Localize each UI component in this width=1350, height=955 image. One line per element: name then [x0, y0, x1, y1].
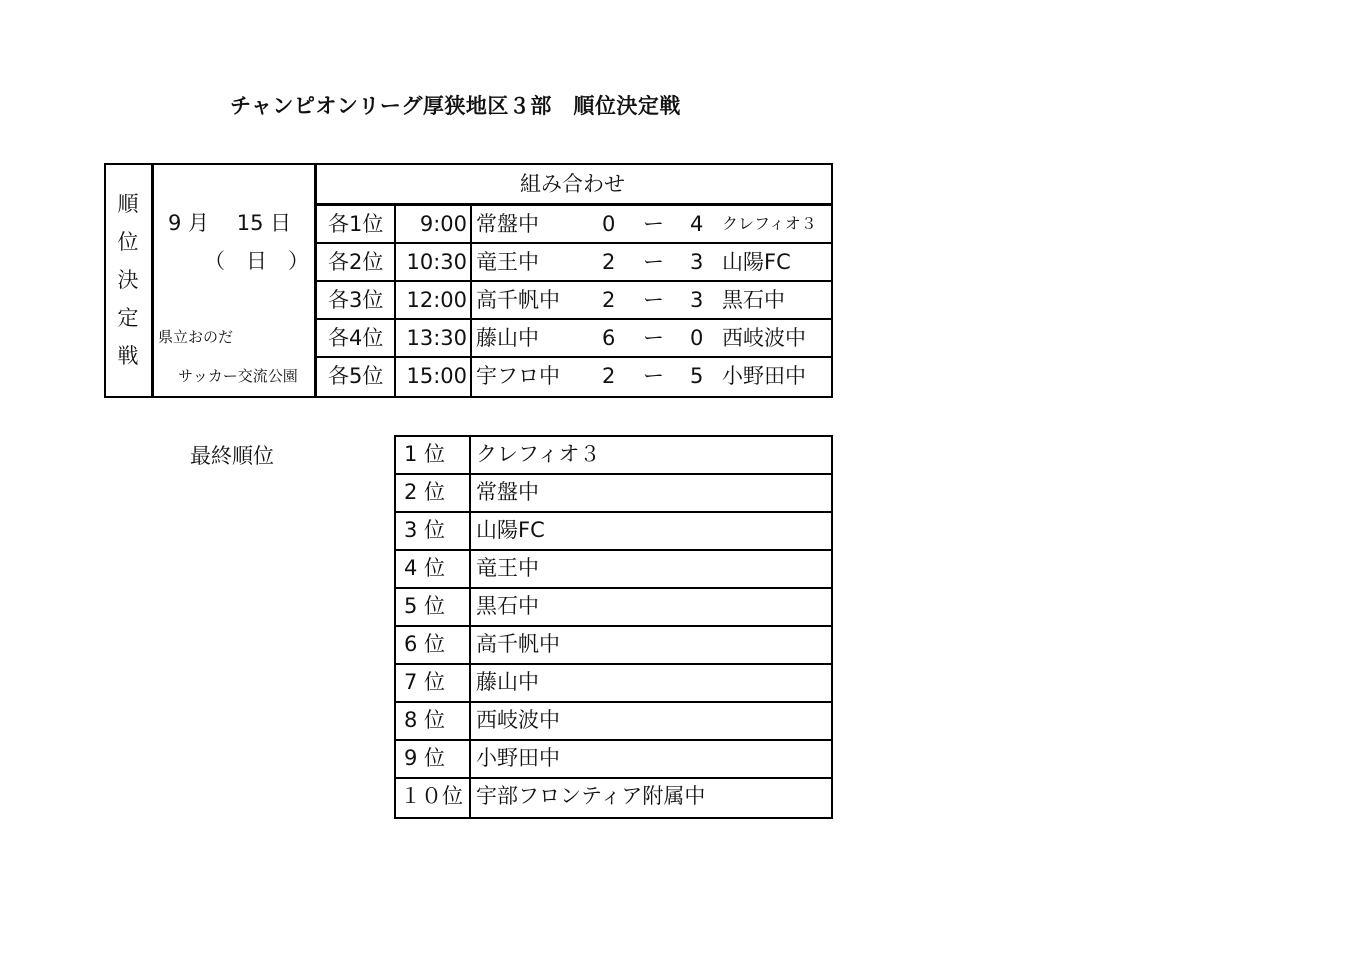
kickoff-time: 10:30 — [406, 250, 467, 274]
rank-team: 高千帆中 — [476, 632, 560, 656]
round-label: 各4位 — [328, 326, 384, 350]
rank-position: 5 位 — [404, 594, 446, 618]
divider — [470, 204, 472, 398]
away-team: クレフィオ３ — [722, 214, 817, 233]
away-team: 小野田中 — [722, 364, 806, 388]
away-score: 3 — [690, 250, 704, 274]
rank-team: 小野田中 — [476, 746, 560, 770]
rank-position: 6 位 — [404, 632, 446, 656]
home-score: 6 — [602, 326, 616, 350]
away-score: 5 — [690, 364, 704, 388]
ranking-row — [394, 701, 833, 739]
rank-team: 黒石中 — [476, 594, 539, 618]
page-title: チャンピオンリーグ厚狭地区３部 順位決定戦 — [230, 94, 681, 118]
score-dash: ー — [643, 288, 664, 312]
ranking-row — [394, 777, 833, 815]
ranking-row — [394, 511, 833, 549]
round-label: 各2位 — [328, 250, 384, 274]
rank-team: 竜王中 — [476, 556, 539, 580]
rank-position: 8 位 — [404, 708, 446, 732]
ranking-row — [394, 435, 833, 473]
home-score: 2 — [602, 250, 616, 274]
score-dash: ー — [643, 326, 664, 350]
kickoff-time: 15:00 — [406, 364, 467, 388]
kickoff-time: 9:00 — [419, 212, 467, 236]
side-label-char: 戦 — [117, 344, 139, 368]
home-team: 高千帆中 — [476, 288, 560, 312]
home-score: 0 — [602, 212, 616, 236]
venue-line-2: サッカー交流公園 — [178, 367, 298, 385]
round-label: 各3位 — [328, 288, 384, 312]
rank-position: 7 位 — [404, 670, 446, 694]
side-label-char: 決 — [117, 268, 139, 292]
side-label-char: 定 — [117, 306, 139, 330]
home-team: 常盤中 — [476, 212, 539, 236]
ranking-row — [394, 739, 833, 777]
combination-header: 組み合わせ — [520, 172, 625, 196]
home-team: 竜王中 — [476, 250, 539, 274]
score-dash: ー — [643, 364, 664, 388]
side-label-char: 位 — [117, 230, 139, 254]
ranking-row — [394, 663, 833, 701]
side-label — [104, 185, 152, 375]
away-score: 4 — [690, 212, 704, 236]
rank-team: 山陽FC — [476, 518, 545, 542]
rank-team: 藤山中 — [476, 670, 539, 694]
rank-position: 4 位 — [404, 556, 446, 580]
ranking-row — [394, 549, 833, 587]
venue-line-1: 県立おのだ — [158, 328, 234, 346]
match-date: 9 月 15 日 — [168, 211, 292, 235]
ranking-row — [394, 587, 833, 625]
kickoff-time: 12:00 — [406, 288, 467, 312]
away-team: 黒石中 — [722, 288, 785, 312]
final-ranking-label: 最終順位 — [190, 444, 274, 468]
rank-position: 2 位 — [404, 480, 446, 504]
rank-position: 1 位 — [404, 442, 446, 466]
away-score: 3 — [690, 288, 704, 312]
away-score: 0 — [690, 326, 704, 350]
away-team: 山陽FC — [722, 250, 791, 274]
rank-position: 9 位 — [404, 746, 446, 770]
home-team: 宇フロ中 — [476, 364, 560, 388]
away-team: 西岐波中 — [722, 326, 806, 350]
kickoff-time: 13:30 — [406, 326, 467, 350]
home-team: 藤山中 — [476, 326, 539, 350]
side-label-char: 順 — [117, 192, 139, 216]
rank-position: １０位 — [400, 784, 463, 808]
rank-team: 常盤中 — [476, 480, 539, 504]
score-dash: ー — [643, 250, 664, 274]
ranking-row — [394, 625, 833, 663]
match-schedule-table — [104, 163, 833, 398]
home-score: 2 — [602, 288, 616, 312]
rank-team: 西岐波中 — [476, 708, 560, 732]
round-label: 各1位 — [328, 212, 384, 236]
ranking-row — [394, 473, 833, 511]
final-ranking-table — [394, 435, 833, 819]
rank-position: 3 位 — [404, 518, 446, 542]
match-weekday: （ 日 ） — [204, 249, 309, 273]
rank-team: 宇部フロンティア附属中 — [476, 784, 706, 808]
home-score: 2 — [602, 364, 616, 388]
score-dash: ー — [643, 212, 664, 236]
round-label: 各5位 — [328, 364, 384, 388]
rank-team: クレフィオ３ — [476, 442, 601, 466]
